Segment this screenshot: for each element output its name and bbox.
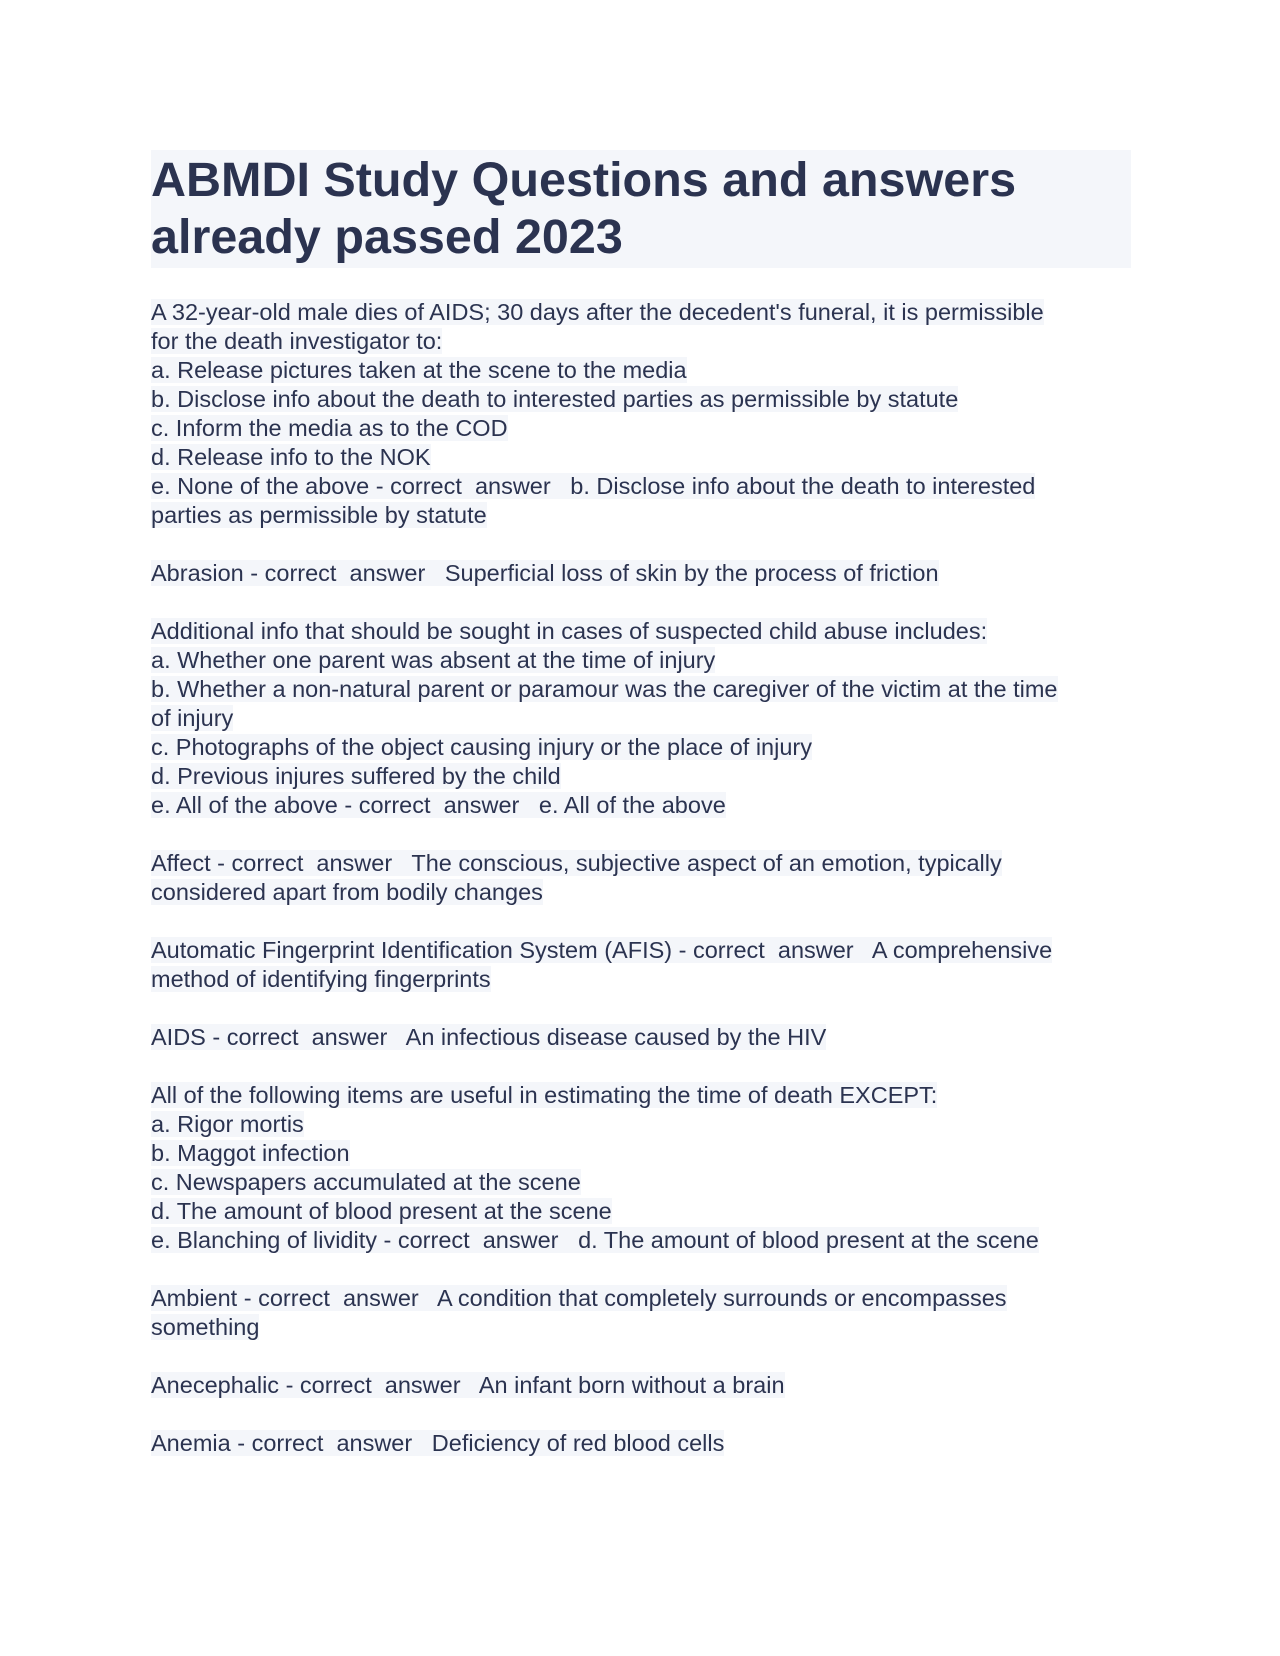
qa-line	[151, 1168, 1131, 1197]
qa-line-text: c. Inform the media as to the COD	[151, 415, 508, 441]
qa-line	[151, 733, 1131, 762]
qa-line	[151, 617, 1131, 646]
qa-item	[151, 298, 1131, 530]
qa-line-text: b. Whether a non-natural parent or paramour was the caregiver of the victim at the time	[151, 676, 1058, 702]
qa-line-text: of injury	[151, 705, 234, 731]
qa-line	[151, 965, 1131, 994]
qa-line	[151, 1110, 1131, 1139]
qa-line	[151, 1371, 1131, 1400]
qa-line	[151, 675, 1131, 704]
qa-line-text: Anecephalic - correct answer An infant born without a brain	[151, 1372, 785, 1398]
qa-line-text: something	[151, 1314, 260, 1340]
qa-line-text: AIDS - correct answer An infectious disease caused by the HIV	[151, 1024, 827, 1050]
qa-line-text: All of the following items are useful in estimating the time of death EXCEPT:	[151, 1082, 938, 1108]
qa-item	[151, 1081, 1131, 1255]
qa-line	[151, 646, 1131, 675]
qa-line-text: a. Release pictures taken at the scene to the media	[151, 357, 687, 383]
qa-line-text: a. Rigor mortis	[151, 1111, 304, 1137]
qa-item	[151, 936, 1131, 994]
qa-line	[151, 704, 1131, 733]
qa-line	[151, 472, 1131, 501]
qa-list	[151, 298, 1131, 1458]
qa-line	[151, 762, 1131, 791]
qa-line	[151, 298, 1131, 327]
qa-line-text: e. None of the above - correct answer b. Disclose info about the death to interested	[151, 473, 1036, 499]
qa-line	[151, 443, 1131, 472]
qa-line-text: e. All of the above - correct answer e. All of the above	[151, 792, 726, 818]
qa-line	[151, 559, 1131, 588]
title-block	[151, 150, 1131, 268]
qa-line	[151, 1139, 1131, 1168]
qa-line-text: for the death investigator to:	[151, 328, 443, 354]
qa-line	[151, 936, 1131, 965]
qa-line-text: Automatic Fingerprint Identification System (AFIS) - correct answer A comprehensive	[151, 937, 1053, 963]
document-page	[151, 150, 1131, 1487]
qa-line-text: parties as permissible by statute	[151, 502, 487, 528]
qa-line-text: Ambient - correct answer A condition that completely surrounds or encompasses	[151, 1285, 1007, 1311]
qa-line-text: Anemia - correct answer Deficiency of red blood cells	[151, 1430, 725, 1456]
qa-line	[151, 1226, 1131, 1255]
qa-line-text: a. Whether one parent was absent at the time of injury	[151, 647, 716, 673]
qa-line-text: d. The amount of blood present at the scene	[151, 1198, 612, 1224]
qa-line	[151, 501, 1131, 530]
qa-item	[151, 1371, 1131, 1400]
qa-line	[151, 849, 1131, 878]
qa-line-text: Abrasion - correct answer Superficial loss of skin by the process of friction	[151, 560, 939, 586]
document-title: ABMDI Study Questions and answers already passed 2023	[151, 153, 1017, 264]
qa-item	[151, 1284, 1131, 1342]
qa-line	[151, 327, 1131, 356]
qa-line	[151, 791, 1131, 820]
qa-line-text: c. Photographs of the object causing injury or the place of injury	[151, 734, 812, 760]
qa-line	[151, 1023, 1131, 1052]
qa-line	[151, 1081, 1131, 1110]
qa-line	[151, 414, 1131, 443]
qa-line	[151, 356, 1131, 385]
qa-line	[151, 1197, 1131, 1226]
qa-line-text: b. Maggot infection	[151, 1140, 350, 1166]
qa-item	[151, 617, 1131, 820]
qa-item	[151, 1023, 1131, 1052]
qa-line-text: e. Blanching of lividity - correct answer d. The amount of blood present at the scene	[151, 1227, 1039, 1253]
qa-line-text: c. Newspapers accumulated at the scene	[151, 1169, 581, 1195]
qa-line-text: considered apart from bodily changes	[151, 879, 543, 905]
qa-line	[151, 1284, 1131, 1313]
qa-line-text: Affect - correct answer The conscious, subjective aspect of an emotion, typically	[151, 850, 1002, 876]
qa-line-text: b. Disclose info about the death to interested parties as permissible by statute	[151, 386, 959, 412]
qa-line	[151, 878, 1131, 907]
qa-line-text: A 32-year-old male dies of AIDS; 30 days after the decedent's funeral, it is permissible	[151, 299, 1044, 325]
qa-line-text: d. Previous injures suffered by the child	[151, 763, 561, 789]
qa-line	[151, 1313, 1131, 1342]
qa-item	[151, 1429, 1131, 1458]
qa-line	[151, 1429, 1131, 1458]
qa-item	[151, 559, 1131, 588]
qa-line-text: Additional info that should be sought in cases of suspected child abuse includes:	[151, 618, 988, 644]
qa-item	[151, 849, 1131, 907]
qa-line-text: method of identifying fingerprints	[151, 966, 491, 992]
qa-line	[151, 385, 1131, 414]
qa-line-text: d. Release info to the NOK	[151, 444, 431, 470]
